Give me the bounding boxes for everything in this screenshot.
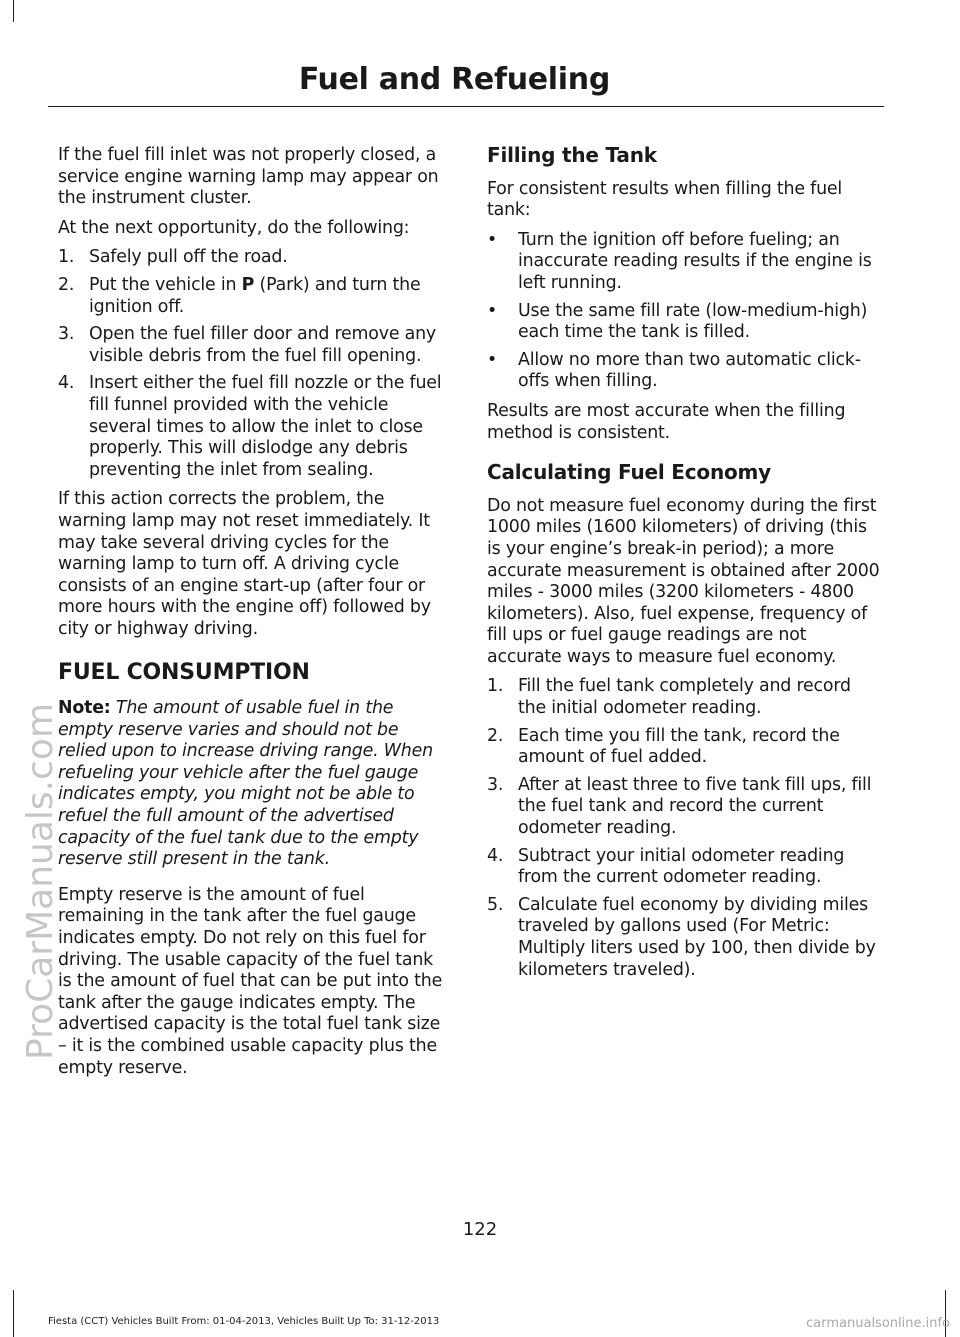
list-item — [58, 275, 450, 318]
list-item — [487, 676, 883, 719]
list-text: Calculate fuel economy by dividing miles traveled by gallons used (For Metric: Multiply liters used by 100, then divide by kilometers traveled). — [518, 894, 876, 980]
right-column — [487, 145, 883, 989]
list-item — [58, 324, 450, 367]
footer-vehicle-info: Fiesta (CCT) Vehicles Built From: 01-04-2013, Vehicles Built Up To: 31-12-2013 — [48, 1316, 440, 1327]
list-number: 4. — [487, 845, 504, 866]
list-number: 1. — [487, 676, 504, 697]
park-symbol: P — [241, 274, 255, 295]
note-text: The amount of usable fuel in the empty reserve varies and should not be relied upon to increase driving range. When refueling your vehicle after the fuel gauge indicates empty, you might not be able to refuel the full amount of the advertised capacity of the fuel tank due to the empty reserve still present in the tank. — [58, 698, 433, 870]
list-text: Use the same fill rate (low-medium-high) each time the tank is filled. — [518, 300, 868, 343]
list-text: After at least three to five tank fill ups, fill the fuel tank and record the current odometer reading. — [518, 774, 872, 839]
list-text: Turn the ignition off before fueling; an inaccurate reading results if the engine is left running. — [518, 229, 872, 293]
after-steps-paragraph: If this action corrects the problem, the warning lamp may not reset immediately. It may take several driving cycles for the warning lamp to turn off. A driving cycle consists of an engine start-up (after four or more hours with the engine off) followed by city or highway driving. — [58, 489, 431, 639]
bottom-watermark: carmanualsonline.info — [806, 1316, 950, 1331]
note-label: Note: — [58, 698, 111, 719]
list-text: Subtract your initial odometer reading from the current odometer reading. — [518, 845, 845, 888]
calc-steps-list — [487, 676, 883, 981]
fill-bullets-list — [487, 230, 883, 393]
list-item — [487, 775, 883, 840]
list-text: Allow no more than two automatic click-offs when filling. — [518, 349, 861, 392]
list-text: Each time you fill the tank, record the amount of fuel added. — [518, 725, 840, 768]
list-number: 3. — [58, 324, 75, 345]
note-paragraph — [58, 698, 450, 871]
list-item — [487, 895, 883, 981]
list-text-pre: Put the vehicle in — [89, 274, 242, 295]
intro-paragraph-2: At the next opportunity, do the following: — [58, 217, 410, 238]
subsection-heading: Calculating Fuel Economy — [487, 460, 772, 485]
list-number: 2. — [58, 274, 75, 295]
list-text: Fill the fuel tank completely and record the initial odometer reading. — [518, 676, 851, 719]
bullet-marker: • — [487, 300, 498, 321]
crop-mark — [13, 0, 14, 22]
list-item — [58, 373, 450, 481]
list-number: 3. — [487, 774, 504, 795]
list-item — [487, 846, 883, 889]
list-text: Safely pull off the road. — [89, 247, 288, 268]
list-number: 2. — [487, 725, 504, 746]
header-divider — [48, 106, 884, 107]
list-item — [487, 726, 883, 769]
list-item — [487, 230, 883, 295]
inlet-steps-list — [58, 247, 450, 481]
list-number: 4. — [58, 373, 75, 394]
list-text: Insert either the fuel fill nozzle or the fuel fill funnel provided with the vehicle several times to allow the inlet to close properly. This will dislodge any debris preventing the inlet from sealing. — [89, 373, 442, 480]
reserve-paragraph: Empty reserve is the amount of fuel remaining in the tank after the fuel gauge indicates empty. Do not rely on this fuel for driving. The usable capacity of the fuel tank is the amount of fuel that can be put into the tank after the gauge indicates empty. The advertised capacity is the total fuel tank size – it is the combined usable capacity plus the empty reserve. — [58, 884, 443, 1078]
subsection-heading: Filling the Tank — [487, 143, 657, 167]
crop-mark — [13, 1290, 14, 1337]
list-text-post: (Park) and turn the ignition off. — [89, 274, 421, 317]
left-column — [58, 145, 450, 1087]
bullet-marker: • — [487, 229, 498, 250]
page-title: Fuel and Refueling — [298, 62, 610, 97]
list-item — [487, 350, 883, 393]
section-heading: FUEL CONSUMPTION — [58, 660, 310, 686]
fill-intro: For consistent results when filling the fuel tank: — [487, 178, 843, 221]
list-number: 5. — [487, 894, 504, 915]
side-watermark: ProCarManuals.com — [20, 702, 61, 1060]
list-item — [487, 301, 883, 344]
fill-after: Results are most accurate when the filling method is consistent. — [487, 400, 846, 443]
list-number: 1. — [58, 247, 75, 268]
list-text: Open the fuel filler door and remove any visible debris from the fuel fill opening. — [89, 324, 437, 366]
list-item — [58, 247, 450, 269]
intro-paragraph: If the fuel fill inlet was not properly closed, a service engine warning lamp may appear on the instrument cluster. — [58, 145, 439, 209]
page-number: 122 — [462, 1219, 498, 1240]
bullet-marker: • — [487, 349, 498, 370]
calc-intro: Do not measure fuel economy during the first 1000 miles (1600 kilometers) of driving (this is your engine’s break-in period); a more accurate measurement is obtained after 2000 miles - 3000 miles (3200 kilometers - 4800 kilometers). Also, fuel expense, frequency of fill ups or fuel gauge readings are not accurate ways to measure fuel economy. — [487, 495, 880, 667]
